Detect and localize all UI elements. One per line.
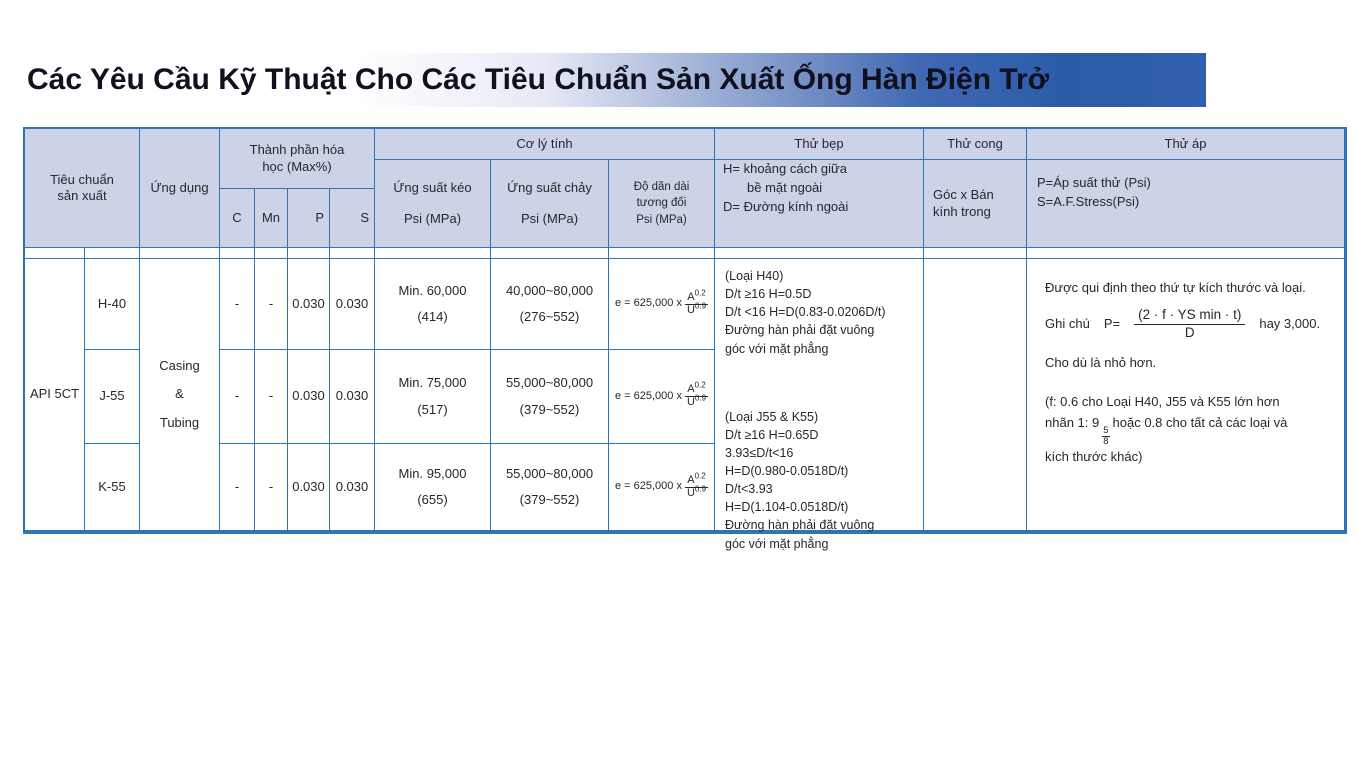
cell-pressure-test: Được qui định theo thứ tự kích thước và loại. Ghi chú P= $\frac{\text{(2 · f · YS min · t)}}{D}$ hay 3,000. Cho dù là nhỏ hơn. (f: 0.6 cho Loại H40, J55 và K55 lớn hơn nhãn 1: 9 $\frac{5}{8}$ hoặc 0.8 cho tất cả các loại và kích thước khác) [1027, 259, 1345, 531]
cell-c: - [220, 444, 255, 531]
header-chem-s: S [330, 189, 375, 248]
cell-grade: H-40 [85, 259, 140, 350]
cell-grade: J-55 [85, 350, 140, 444]
cell-tensile: Min. 95,000 (655) [375, 444, 491, 531]
elongation-fraction: $\frac{A^{0.2}}{U^{0.9}}$ [686, 471, 707, 499]
pressure-footnote: (f: 0.6 cho Loại H40, J55 và K55 lớn hơn nhãn 1: 9 $\frac{5}{8}$ hoặc 0.8 cho tất cả các loại và kích thước khác) [1045, 394, 1288, 464]
nine-five-eighths-fraction: $\frac{5}{8}$ [1103, 424, 1109, 448]
header-flattening-sub: H= khoảng cách giữa bề mặt ngoài D= Đường kính ngoài [715, 160, 924, 248]
cell-yield: 40,000~80,000 (276~552) [491, 259, 609, 350]
page-title: Các Yêu Cầu Kỹ Thuật Cho Các Tiêu Chuẩn Sản Xuất Ống Hàn Điện Trở [27, 63, 1050, 96]
cell-p: 0.030 [288, 444, 330, 531]
header-yield: Ứng suất chảy Psi (MPa) [491, 160, 609, 248]
cell-tensile: Min. 75,000 (517) [375, 350, 491, 444]
cell-s: 0.030 [330, 259, 375, 350]
gap-cell [491, 248, 609, 259]
header-flattening-group: Thử bẹp [715, 129, 924, 160]
header-chemistry-group [220, 129, 375, 189]
header-chem-mn: Mn [255, 189, 288, 248]
elongation-fraction: $\frac{A^{0.2}}{U^{0.9}}$ [686, 380, 707, 408]
spec-table [23, 127, 1347, 551]
cell-standard: API 5CT [25, 259, 85, 531]
header-bend-group: Thử cong [924, 129, 1027, 160]
gap-cell [220, 248, 255, 259]
cell-p: 0.030 [288, 350, 330, 444]
cell-elongation-formula: e = 625,000 x $\frac{A^{0.2}}{U^{0.9}}$ [609, 444, 715, 531]
gap-cell [924, 248, 1027, 259]
cell-mn: - [255, 350, 288, 444]
header-pressure-sub: P=Áp suất thử (Psi) S=A.F.Stress(Psi) [1027, 160, 1345, 248]
header-bend-sub: Góc x Bán kính trong [924, 160, 1027, 248]
cell-flattening-test: (Loại H40) D/t ≥16 H=0.5D D/t <16 H=D(0.83-0.0206D/t) Đường hàn phải đặt vuông góc với mặt phẳng (Loại J55 & K55) D/t ≥16 H=0.65D 3.93≤D/t<16 H=D(0.980-0.0518D/t) D/t<3.93 H=D(1.104-0.0518D/t) Đường hàn phải đặt vuông góc với mặt phẳng [715, 259, 924, 531]
pressure-fraction: $\frac{\text{(2 · f · YS min · t)}}{D}$ [1134, 307, 1245, 340]
gap-cell [1027, 248, 1345, 259]
header-chem-c: C [220, 189, 255, 248]
header-standard [25, 129, 140, 248]
cell-yield: 55,000~80,000 (379~552) [491, 350, 609, 444]
cell-c: - [220, 350, 255, 444]
gap-cell [25, 248, 85, 259]
gap-cell [330, 248, 375, 259]
gap-cell [255, 248, 288, 259]
cell-mn: - [255, 444, 288, 531]
header-application-label: Ứng dụng [150, 179, 209, 195]
gap-cell [375, 248, 491, 259]
cell-elongation-formula: e = 625,000 x $\frac{A^{0.2}}{U^{0.9}}$ [609, 259, 715, 350]
gap-cell [288, 248, 330, 259]
header-chemistry-label: Thành phần hóa học (Max%) [249, 142, 345, 174]
cell-tensile: Min. 60,000 (414) [375, 259, 491, 350]
header-pressure-group: Thử áp [1027, 129, 1345, 160]
header-standard-label: Tiêu chuẩn sản xuất [50, 171, 114, 203]
pressure-formula: Ghi chú P= $\frac{\text{(2 · f · YS min · t)}}{D}$ hay 3,000. [1045, 307, 1321, 340]
cell-yield: 55,000~80,000 (379~552) [491, 444, 609, 531]
gap-cell [715, 248, 924, 259]
header-elongation: Độ dãn dài tương đối Psi (MPa) [609, 160, 715, 248]
gap-cell [140, 248, 220, 259]
cell-mn: - [255, 259, 288, 350]
cell-elongation-formula: e = 625,000 x $\frac{A^{0.2}}{U^{0.9}}$ [609, 350, 715, 444]
cell-c: - [220, 259, 255, 350]
cell-p: 0.030 [288, 259, 330, 350]
header-application [140, 129, 220, 248]
cell-bend-test [924, 259, 1027, 531]
elongation-fraction: $\frac{A^{0.2}}{U^{0.9}}$ [686, 288, 707, 316]
header-tensile: Ứng suất kéo Psi (MPa) [375, 160, 491, 248]
gap-cell [609, 248, 715, 259]
gap-cell [85, 248, 140, 259]
cell-s: 0.030 [330, 444, 375, 531]
title-bar [24, 53, 1206, 107]
header-mechanical-group: Cơ lý tính [375, 129, 715, 160]
cell-s: 0.030 [330, 350, 375, 444]
cell-grade: K-55 [85, 444, 140, 531]
header-chem-p: P [288, 189, 330, 248]
cell-application: Casing & Tubing [140, 259, 220, 531]
